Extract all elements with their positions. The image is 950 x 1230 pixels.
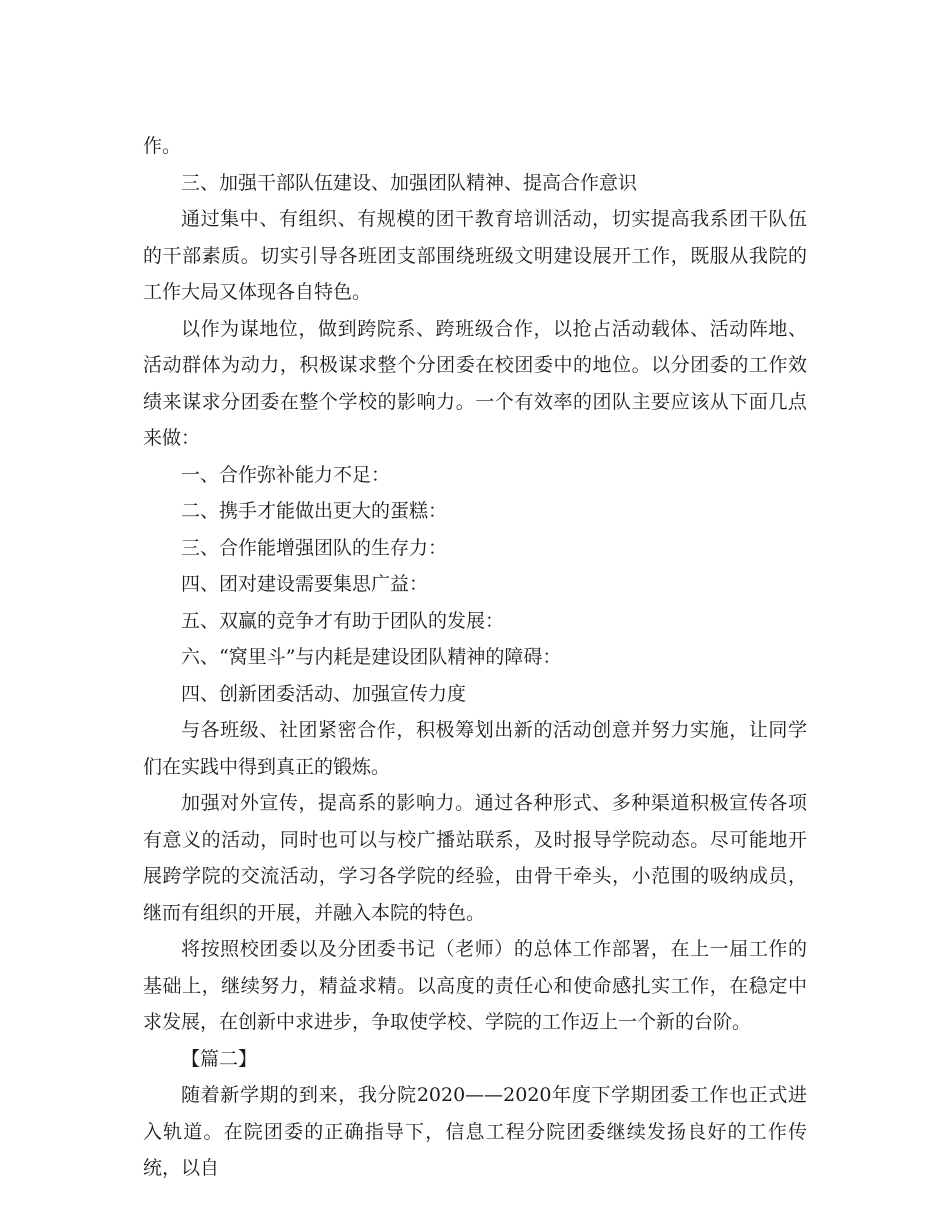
list-item: 六、“窝里斗”与内耗是建设团队精神的障碍： (181, 646, 562, 668)
paragraph: 加强对外宣传，提高系的影响力。通过各种形式、多种渠道积极宣传各项有意义的活动，同时也可以与校广播站联系，及时报导学院动态。尽可能地开展跨学院的交流活动，学习各学院的经验，由骨干牵头，小范围的吸纳成员，继而有组织的开展，并融入本院的特色。 (143, 792, 807, 924)
document-body (143, 128, 807, 1187)
paragraph: 以作为谋地位，做到跨院系、跨班级合作，以抢占活动载体、活动阵地、活动群体为动力，积极谋求整个分团委在校团委中的地位。以分团委的工作效绩来谋求分团委在整个学校的影响力。一个有效率的团队主要应该从下面几点来做： (143, 317, 807, 449)
list-item: 三、合作能增强团队的生存力： (181, 536, 448, 559)
part-heading: 【篇二】 (181, 1047, 258, 1070)
paragraph: 与各班级、社团紧密合作，积极筹划出新的活动创意并努力实施，让同学们在实践中得到真正的锻炼。 (143, 719, 807, 778)
section-heading: 四、创新团委活动、加强宣传力度 (181, 682, 467, 705)
list-item: 一、合作弥补能力不足： (181, 463, 391, 486)
paragraph: 作。 (143, 135, 182, 157)
list-item: 二、携手才能做出更大的蛋糕： (181, 500, 448, 522)
list-item: 四、团对建设需要集思广益： (181, 573, 429, 595)
paragraph: 将按照校团委以及分团委书记（老师）的总体工作部署，在上一届工作的基础上，继续努力，精益求精。以高度的责任心和使命感扎实工作，在稳定中求发展，在创新中求进步，争取使学校、学院的工作迈上一个新的台阶。 (143, 938, 807, 1033)
section-heading: 三、加强干部队伍建设、加强团队精神、提高合作意识 (181, 171, 638, 194)
paragraph: 通过集中、有组织、有规模的团干教育培训活动，切实提高我系团干队伍的干部素质。切实引导各班团支部围绕班级文明建设展开工作，既服从我院的工作大局又体现各自特色。 (143, 208, 807, 303)
list-item: 五、双赢的竞争才有助于团队的发展： (181, 609, 505, 632)
paragraph: 随着新学期的到来，我分院2020——2020年度下学期团委工作也正式进入轨道。在院团委的正确指导下，信息工程分院团委继续发扬良好的工作传统，以自 (143, 1084, 807, 1179)
